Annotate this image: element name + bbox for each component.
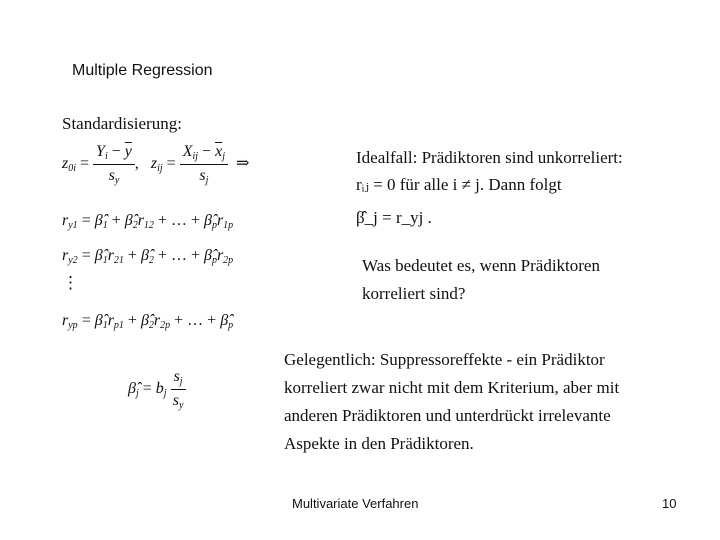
- question-line-2: korreliert sind?: [362, 284, 466, 303]
- page-number: 10: [662, 496, 677, 511]
- slide-title: Multiple Regression: [72, 62, 213, 79]
- standardization-heading: Standardisierung:: [62, 114, 182, 133]
- vertical-ellipsis: ⋮: [62, 273, 79, 292]
- formula-beta-j: $\betâ_j = b_j$ $\frac{s_j}{s_y}$: [128, 368, 186, 411]
- formula-z-standardization: $z_{0i}$ = $\frac{Y_i - \overline{y}}{s_y}$ , $z_{ij}$ = $\frac{X_{ij} - \overline{x}_j}{s_j}$ ⇒: [62, 143, 250, 186]
- suppressor-line-4: Aspekte in den Prädiktoren.: [284, 434, 474, 453]
- question-line-1: Was bedeutet es, wenn Prädiktoren: [362, 256, 600, 275]
- formula-r-y2: $r_{y2}$ = $\betâ_1r_{21}$ + $\betâ_2$ + … + $\betâ_pr_{2p}$: [62, 247, 234, 266]
- formula-r-y1: $r_{y1}$ = $\betâ_1$ + $\betâ_2r_{12}$ + … + $\betâ_pr_{1p}$: [62, 212, 234, 231]
- ideal-case-line-3: β̂_j = r_yj .: [356, 208, 432, 227]
- ideal-case-line-1: Idealfall: Prädiktoren sind unkorreliert:: [356, 148, 623, 167]
- suppressor-line-3: anderen Prädiktoren und unterdrückt irrelevante: [284, 406, 611, 425]
- suppressor-line-1: Gelegentlich: Suppressoreffekte - ein Prädiktor: [284, 350, 605, 369]
- formula-r-yp: $r_{yp}$ = $\betâ_1r_{p1}$ + $\betâ_2r_{2p}$ + … + $\betâ_p$: [62, 312, 234, 331]
- suppressor-line-2: korreliert zwar nicht mit dem Kriterium, aber mit: [284, 378, 620, 397]
- ideal-case-line-2: rᵢⱼ = 0 für alle i ≠ j. Dann folgt: [356, 175, 562, 194]
- footer-course: Multivariate Verfahren: [292, 496, 419, 511]
